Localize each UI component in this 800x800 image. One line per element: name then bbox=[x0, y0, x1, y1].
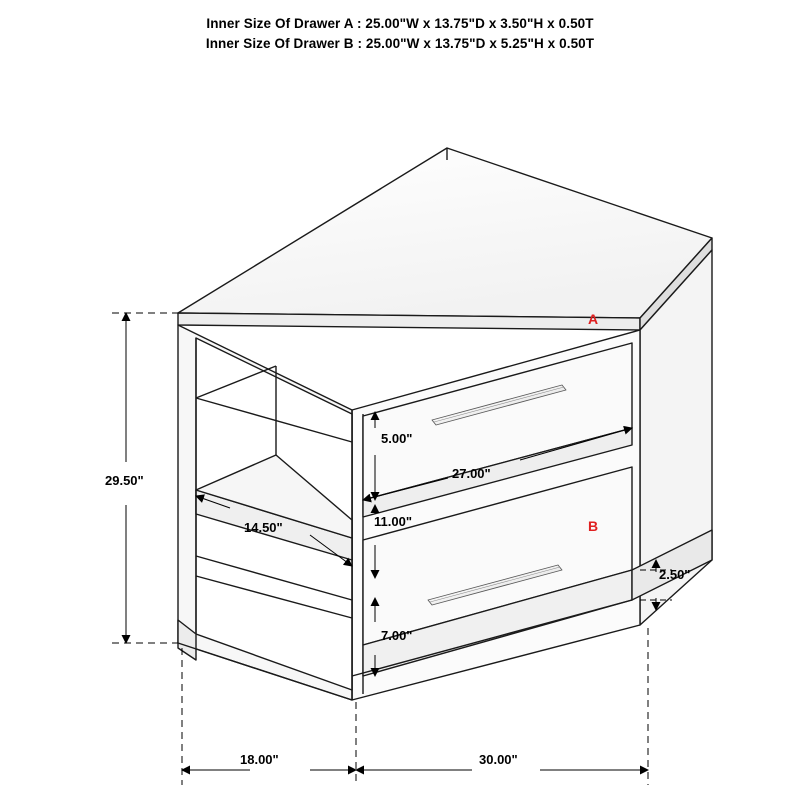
drawer-a-tag: A bbox=[588, 311, 599, 327]
dim-drawer-b-opening: 7.00" bbox=[381, 628, 413, 643]
drawer-a-inner-size: Inner Size Of Drawer A : 25.00"W x 13.75"D x 3.50"H x 0.50T bbox=[206, 16, 594, 31]
dim-left-depth: 18.00" bbox=[240, 752, 279, 767]
dim-shelf-depth: 14.50" bbox=[244, 520, 283, 535]
dim-drawer-a-opening: 5.00" bbox=[381, 431, 413, 446]
dim-front-width: 30.00" bbox=[479, 752, 518, 767]
dim-overall-height: 29.50" bbox=[105, 473, 144, 488]
dim-base-height: 2.50" bbox=[659, 567, 691, 582]
drawer-b-inner-size: Inner Size Of Drawer B : 25.00"W x 13.75"D x 5.25"H x 0.50T bbox=[205, 36, 595, 51]
drawer-b-tag: B bbox=[588, 518, 599, 534]
dim-inner-front-width: 27.00" bbox=[452, 466, 491, 481]
dim-mid-section: 11.00" bbox=[374, 514, 412, 529]
